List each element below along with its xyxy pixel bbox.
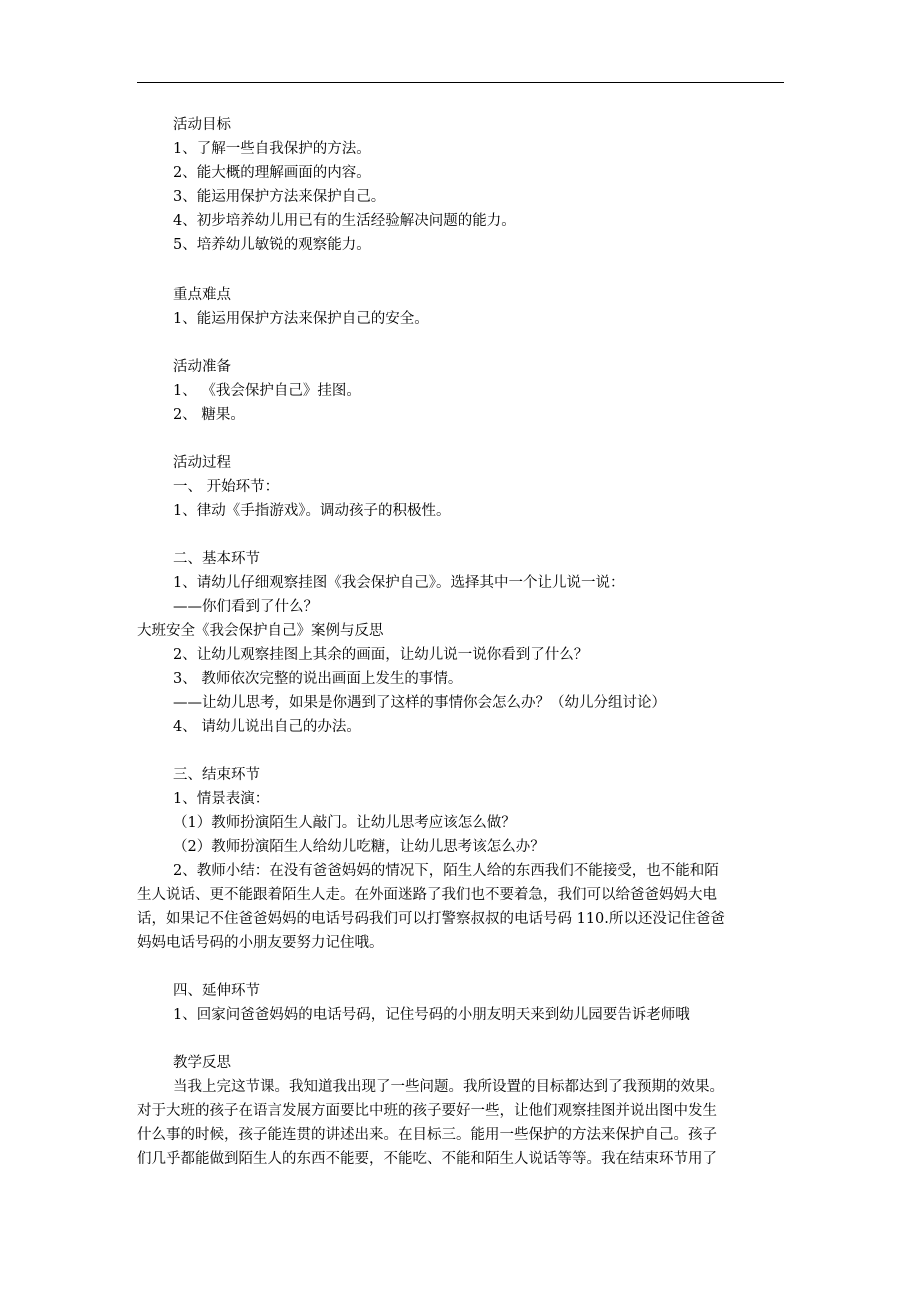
goal-item: 5、培养幼儿敏锐的观察能力。 (173, 237, 371, 253)
process-basic-line: 4、 请幼儿说出自己的办法。 (173, 719, 361, 735)
process-start-title: 一、 开始环节： (173, 479, 280, 495)
prep-item: 2、 糖果。 (173, 407, 245, 423)
reflect-paragraph-line: 什么事的时候，孩子能连贯的讲述出来。在目标三。能用一些保护的方法来保护自己。孩子 (137, 1127, 717, 1143)
process-start-item: 1、律动《手指游戏》。调动孩子的积极性。 (173, 503, 451, 519)
process-end-title: 三、结束环节 (173, 767, 260, 783)
goal-item: 3、能运用保护方法来保护自己。 (173, 189, 386, 205)
process-ext-line: 1、回家问爸爸妈妈的电话号码，记住号码的小朋友明天来到幼儿园要告诉老师哦 (173, 1007, 690, 1023)
process-end-line: （1）教师扮演陌生人敲门。让幼儿思考应该怎么做？ (173, 815, 516, 831)
prep-item: 1、 《我会保护自己》挂图。 (173, 383, 361, 399)
process-basic-line: 3、 教师依次完整的说出画面上发生的事情。 (173, 671, 463, 687)
process-basic-line: ——你们看到了什么？ (173, 599, 318, 615)
goal-item: 4、初步培养幼儿用已有的生活经验解决问题的能力。 (173, 213, 516, 229)
header-rule (137, 82, 784, 83)
reflect-paragraph-line: 们几乎都能做到陌生人的东西不能要，不能吃、不能和陌生人说话等等。我在结束环节用了 (137, 1151, 717, 1167)
process-end-paragraph-line: 话，如果记不住爸爸妈妈的电话号码我们可以打警察叔叔的电话号码 110.所以还没记住爸爸 (137, 911, 725, 927)
section-heading-key: 重点难点 (173, 287, 231, 303)
reflect-paragraph-line: 对于大班的孩子在语言发展方面要比中班的孩子要好一些，让他们观察挂图并说出图中发生 (137, 1103, 717, 1119)
section-heading-prep: 活动准备 (173, 359, 231, 375)
goal-item: 2、能大概的理解画面的内容。 (173, 165, 371, 181)
reflect-paragraph-line: 当我上完这节课。我知道我出现了一些问题。我所设置的目标都达到了我预期的效果。 (173, 1079, 724, 1095)
key-item: 1、能运用保护方法来保护自己的安全。 (173, 311, 429, 327)
process-basic-line: 2、让幼儿观察挂图上其余的画面，让幼儿说一说你看到了什么？ (173, 647, 589, 663)
process-basic-line: ——让幼儿思考，如果是你遇到了这样的事情你会怎么办？（幼儿分组讨论） (173, 695, 666, 711)
process-end-line: 1、情景表演： (173, 791, 270, 807)
process-ext-title: 四、延伸环节 (173, 983, 260, 999)
process-end-paragraph-line: 2、教师小结：在没有爸爸妈妈的情况下，陌生人给的东西我们不能接受，也不能和陌 (173, 863, 719, 879)
inserted-document-title: 大班安全《我会保护自己》案例与反思 (137, 623, 384, 639)
process-end-line: （2）教师扮演陌生人给幼儿吃糖，让幼儿思考该怎么办？ (173, 839, 545, 855)
process-end-paragraph-line: 生人说话、更不能跟着陌生人走。在外面迷路了我们也不要着急，我们可以给爸爸妈妈大电 (137, 887, 717, 903)
process-end-paragraph-line: 妈妈电话号码的小朋友要努力记住哦。 (137, 935, 384, 951)
section-heading-process: 活动过程 (173, 455, 231, 471)
goal-item: 1、了解一些自我保护的方法。 (173, 141, 371, 157)
section-heading-reflect: 教学反思 (173, 1055, 231, 1071)
process-basic-title: 二、基本环节 (173, 551, 260, 567)
section-heading-goals: 活动目标 (173, 117, 231, 133)
process-basic-line: 1、请幼儿仔细观察挂图《我会保护自己》。选择其中一个让儿说一说： (173, 575, 625, 591)
